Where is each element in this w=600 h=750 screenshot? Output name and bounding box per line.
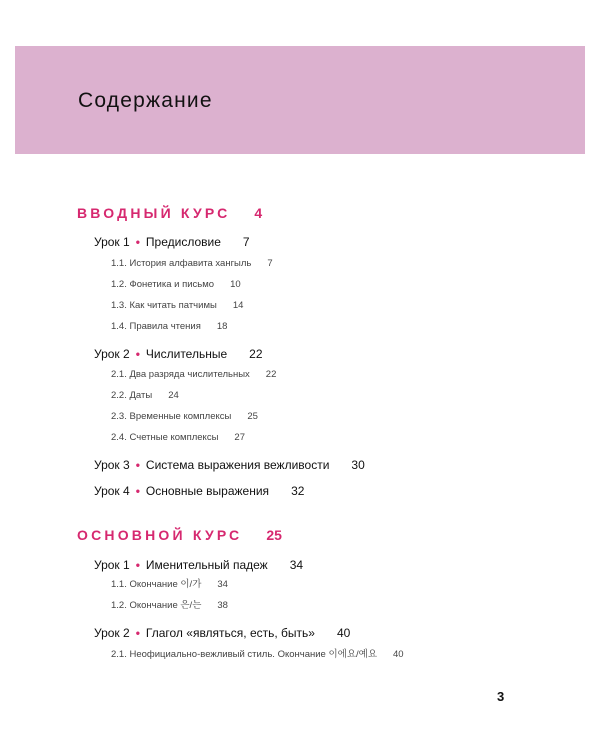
item-page: 34 [217, 579, 228, 590]
lesson-title: Числительные [145, 347, 228, 361]
item-title: 2.4. Счетные комплексы [111, 432, 219, 443]
lesson-page: 40 [336, 626, 351, 640]
lesson-title: Система выражения вежливости [145, 458, 330, 472]
lesson-label: Урок 1 [94, 558, 130, 572]
header-banner [15, 46, 585, 154]
lesson-label: Урок 2 [94, 626, 130, 640]
item-page: 10 [230, 279, 241, 290]
bullet-icon: • [135, 626, 140, 640]
toc-item[interactable] [111, 301, 243, 311]
item-title: 1.3. Как читать патчимы [111, 300, 217, 311]
toc-item[interactable] [111, 391, 179, 401]
item-title: 2.3. Временные комплексы [111, 411, 232, 422]
item-title: 1.4. Правила чтения [111, 321, 201, 332]
item-title: 1.1. История алфавита хангыль [111, 258, 252, 269]
lesson-label: Урок 1 [94, 235, 130, 249]
section-intro-course[interactable] [77, 205, 262, 221]
item-title: 2.2. Даты [111, 390, 153, 401]
item-title: 2.1. Два разряда числительных [111, 369, 250, 380]
item-page: 24 [168, 390, 179, 401]
lesson-page: 32 [291, 484, 305, 498]
lesson-page: 30 [351, 458, 365, 472]
item-title: 1.2. Фонетика и письмо [111, 279, 215, 290]
toc-item[interactable] [111, 412, 258, 422]
item-title: 1.1. Окончание 이/가 [111, 579, 202, 590]
toc-lesson-main-1[interactable] [94, 559, 303, 571]
toc-item[interactable] [111, 433, 245, 443]
toc-lesson-intro-1[interactable] [94, 236, 250, 248]
toc-item[interactable] [111, 370, 276, 380]
lesson-label: Урок 3 [94, 458, 130, 472]
toc-item[interactable] [111, 580, 228, 590]
item-page: 25 [247, 411, 258, 422]
toc-lesson-main-2[interactable] [94, 627, 350, 639]
lesson-label: Урок 4 [94, 484, 130, 498]
section-page: 4 [254, 205, 263, 221]
section-title: ВВОДНЫЙ КУРС [77, 205, 231, 221]
bullet-icon: • [135, 347, 140, 361]
lesson-label: Урок 2 [94, 347, 130, 361]
section-page: 25 [266, 527, 282, 543]
toc-lesson-intro-4[interactable] [94, 485, 304, 497]
toc-item[interactable] [111, 650, 404, 660]
lesson-page: 7 [242, 235, 250, 249]
page-number: 3 [497, 689, 505, 704]
lesson-title: Предисловие [145, 235, 221, 249]
item-page: 7 [267, 258, 273, 269]
toc-item[interactable] [111, 280, 241, 290]
item-page: 18 [216, 321, 228, 332]
lesson-title: Именительный падеж [145, 558, 268, 572]
toc-item[interactable] [111, 601, 228, 611]
page-title: Содержание [78, 89, 213, 112]
item-page: 22 [265, 369, 277, 380]
item-page: 38 [217, 600, 228, 611]
lesson-title: Глагол «являться, есть, быть» [145, 626, 315, 640]
lesson-page: 34 [289, 558, 304, 572]
section-main-course[interactable] [77, 527, 282, 543]
item-page: 40 [393, 649, 404, 660]
bullet-icon: • [135, 235, 140, 249]
item-page: 14 [232, 300, 244, 311]
item-title: 1.2. Окончание 은/는 [111, 600, 202, 611]
toc-item[interactable] [111, 259, 273, 269]
item-title: 2.1. Неофициально-вежливый стиль. Окончание 이에요/예요 [111, 649, 377, 660]
item-page: 27 [234, 432, 245, 443]
toc-item[interactable] [111, 322, 227, 332]
bullet-icon: • [135, 558, 140, 572]
toc-lesson-intro-2[interactable] [94, 348, 263, 360]
section-title: ОСНОВНОЙ КУРС [77, 527, 243, 543]
bullet-icon: • [135, 484, 140, 498]
lesson-title: Основные выражения [145, 484, 270, 498]
toc-lesson-intro-3[interactable] [94, 459, 365, 471]
lesson-page: 22 [249, 347, 263, 361]
bullet-icon: • [135, 458, 140, 472]
